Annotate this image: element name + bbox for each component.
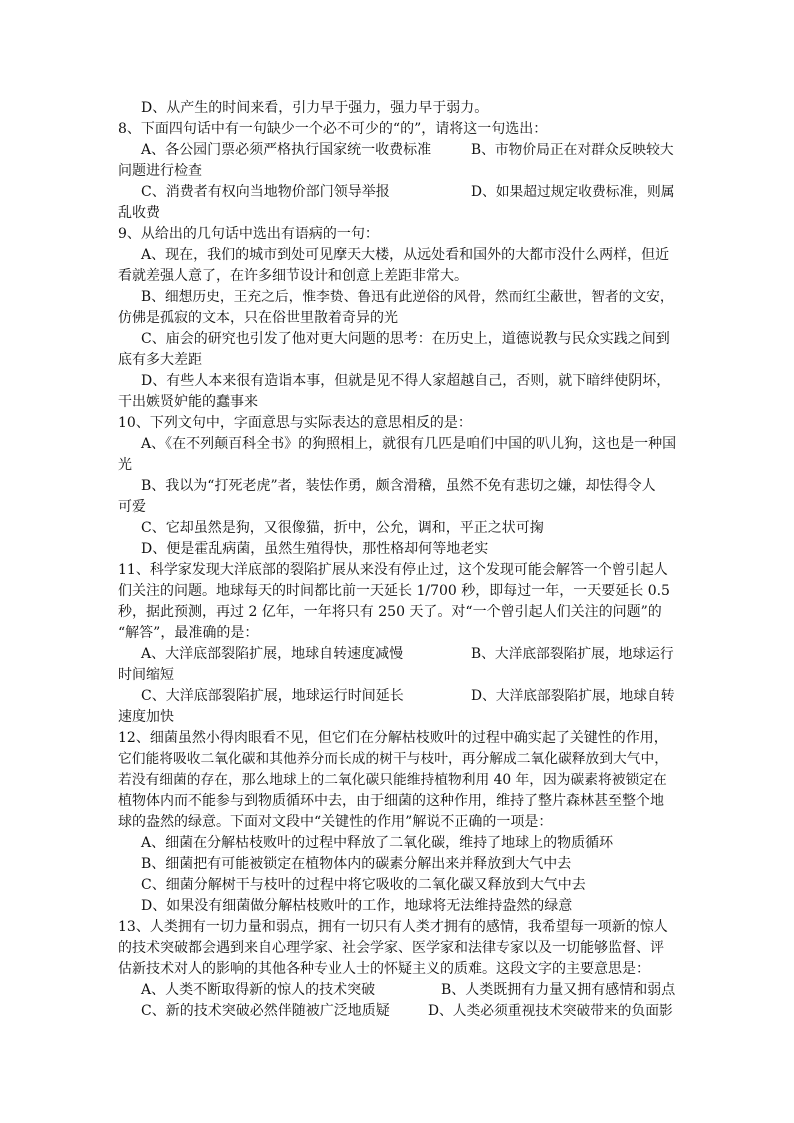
q13-option-b: B、人类既拥有力量又拥有感情和弱点 bbox=[441, 982, 676, 998]
q8-option-d-cont: 乱收费 bbox=[118, 205, 160, 221]
q9-option-a: A、现在，我们的城市到处可见摩天大楼，从远处看和国外的大都市没什么两样，但近 bbox=[141, 247, 670, 263]
q11-option-b: B、大洋底部裂陷扩展，地球运行 bbox=[471, 646, 674, 662]
q13-option-a: A、人类不断取得新的惊人的技术突破 bbox=[141, 982, 376, 998]
q9-option-c: C、庙会的研究也引发了他对更大问题的思考：在历史上，道德说教与民众实践之间到 bbox=[141, 331, 670, 347]
q13-stem-line-2: 的技术突破都会遇到来自心理学家、社会学家、医学家和法律专家以及一切能够监督、评 bbox=[118, 940, 664, 956]
q10-option-b-cont: 可爱 bbox=[118, 499, 146, 515]
q11-stem-line-1: 11、科学家发现大洋底部的裂陷扩展从来没有停止过，这个发现可能会解答一个曾引起人 bbox=[118, 562, 668, 578]
q11-option-c: C、大洋底部裂陷扩展，地球运行时间延长 bbox=[141, 688, 404, 704]
q11-option-b-cont: 时间缩短 bbox=[118, 667, 174, 683]
q10-option-d: D、便是霍乱病菌，虽然生殖得快，那性格却何等地老实 bbox=[141, 541, 489, 557]
q12-option-c: C、细菌分解树干与枝叶的过程中将它吸收的二氧化碳又释放到大气中去 bbox=[141, 877, 586, 893]
q11-option-a: A、大洋底部裂陷扩展，地球自转速度减慢 bbox=[141, 646, 404, 662]
q12-stem-line-4: 植物体内而不能参与到物质循环中去，由于细菌的这种作用，维持了整片森林甚至整个地 bbox=[118, 793, 664, 809]
q13-option-d: D、人类必须重视技术突破带来的负面影 bbox=[428, 1003, 673, 1019]
q8-option-c: C、消费者有权向当地物价部门领导举报 bbox=[141, 184, 390, 200]
q9-option-b: B、细想历史，王充之后，惟李贽、鲁迅有此逆俗的风骨，然而红尘蔽世，智者的文安， bbox=[141, 289, 674, 305]
q12-stem-line-5: 球的盎然的绿意。下面对文段中“关键性的作用”解说不正确的一项是： bbox=[118, 814, 553, 830]
q11-option-d: D、大洋底部裂陷扩展，地球自转 bbox=[471, 688, 675, 704]
q10-option-c: C、它却虽然是狗，又很像猫，折中，公允，调和，平正之状可掬 bbox=[141, 520, 544, 536]
q9-option-c-cont: 底有多大差距 bbox=[118, 352, 202, 368]
q13-stem-line-1: 13、人类拥有一切力量和弱点，拥有一切只有人类才拥有的感情，我希望每一项新的惊人 bbox=[118, 919, 668, 935]
q8-option-d: D、如果超过规定收费标准，则属 bbox=[471, 184, 675, 200]
q11-stem-line-3: 秒，据此预测，再过 2 亿年，一年将只有 250 天了。对“一个曾引起人们关注的问题”的 bbox=[118, 604, 662, 620]
q8-option-b: B、市物价局正在对群众反映较大 bbox=[471, 142, 674, 158]
q8-option-a: A、各公园门票必须严格执行国家统一收费标准 bbox=[141, 142, 432, 158]
q9-option-b-cont: 仿佛是孤寂的文本，只在俗世里散着奇异的光 bbox=[118, 310, 398, 326]
q10-option-b: B、我以为“打死老虎”者，装怯作勇，颇含滑稽，虽然不免有悲切之嫌，却怯得令人 bbox=[141, 478, 656, 494]
q11-stem-line-4: “解答”，最准确的是： bbox=[118, 625, 259, 641]
q12-stem-line-1: 12、细菌虽然小得肉眼看不见，但它们在分解枯枝败叶的过程中确实起了关键性的作用， bbox=[118, 730, 668, 746]
q8-option-b-cont: 问题进行检查 bbox=[118, 163, 202, 179]
q10-stem: 10、下列文句中，字面意思与实际表达的意思相反的是： bbox=[118, 415, 472, 431]
q11-stem-line-2: 们关注的问题。地球每天的时间都比前一天延长 1/700 秒，即每过一年，一天要延长 0.5 bbox=[118, 583, 670, 599]
q12-stem-line-2: 它们能将吸收二氧化碳和其他养分而长成的树干与枝叶，再分解成二氧化碳释放到大气中， bbox=[118, 751, 669, 767]
q8-stem: 8、下面四句话中有一句缺少一个必不可少的“的”，请将这一句选出： bbox=[118, 121, 548, 137]
q12-option-d: D、如果没有细菌做分解枯枝败叶的工作，地球将无法维持盎然的绿意 bbox=[141, 898, 573, 914]
q12-stem-line-3: 若没有细菌的存在，那么地球上的二氧化碳只能维持植物利用 40 年，因为碳素将被锁定在 bbox=[118, 772, 667, 788]
q9-option-d-cont: 干出嫉贤妒能的蠢事来 bbox=[118, 394, 258, 410]
q9-option-d: D、有些人本来很有造诣本事，但就是见不得人家超越自己，否则，就下暗绊使阴坏， bbox=[141, 373, 671, 389]
q7-option-d: D、从产生的时间来看，引力早于强力，强力早于弱力。 bbox=[141, 100, 489, 116]
q9-stem: 9、从给出的几句话中选出有语病的一句： bbox=[118, 226, 379, 242]
q12-option-a: A、细菌在分解枯枝败叶的过程中释放了二氧化碳，维持了地球上的物质循环 bbox=[141, 835, 614, 851]
q13-stem-line-3: 估新技术对人的影响的其他各种专业人士的怀疑主义的质难。这段文字的主要意思是： bbox=[118, 961, 650, 977]
q13-option-c: C、新的技术突破必然伴随被广泛地质疑 bbox=[141, 1003, 390, 1019]
q9-option-a-cont: 看就差强人意了，在许多细节设计和创意上差距非常大。 bbox=[118, 268, 468, 284]
q11-option-d-cont: 速度加快 bbox=[118, 709, 174, 725]
q10-option-a-cont: 光 bbox=[118, 457, 132, 473]
q10-option-a: A、《在不列颠百科全书》的狗照相上，就很有几匹是咱们中国的叭儿狗，这也是一种国 bbox=[141, 436, 677, 452]
q12-option-b: B、细菌把有可能被锁定在植物体内的碳素分解出来并释放到大气中去 bbox=[141, 856, 572, 872]
